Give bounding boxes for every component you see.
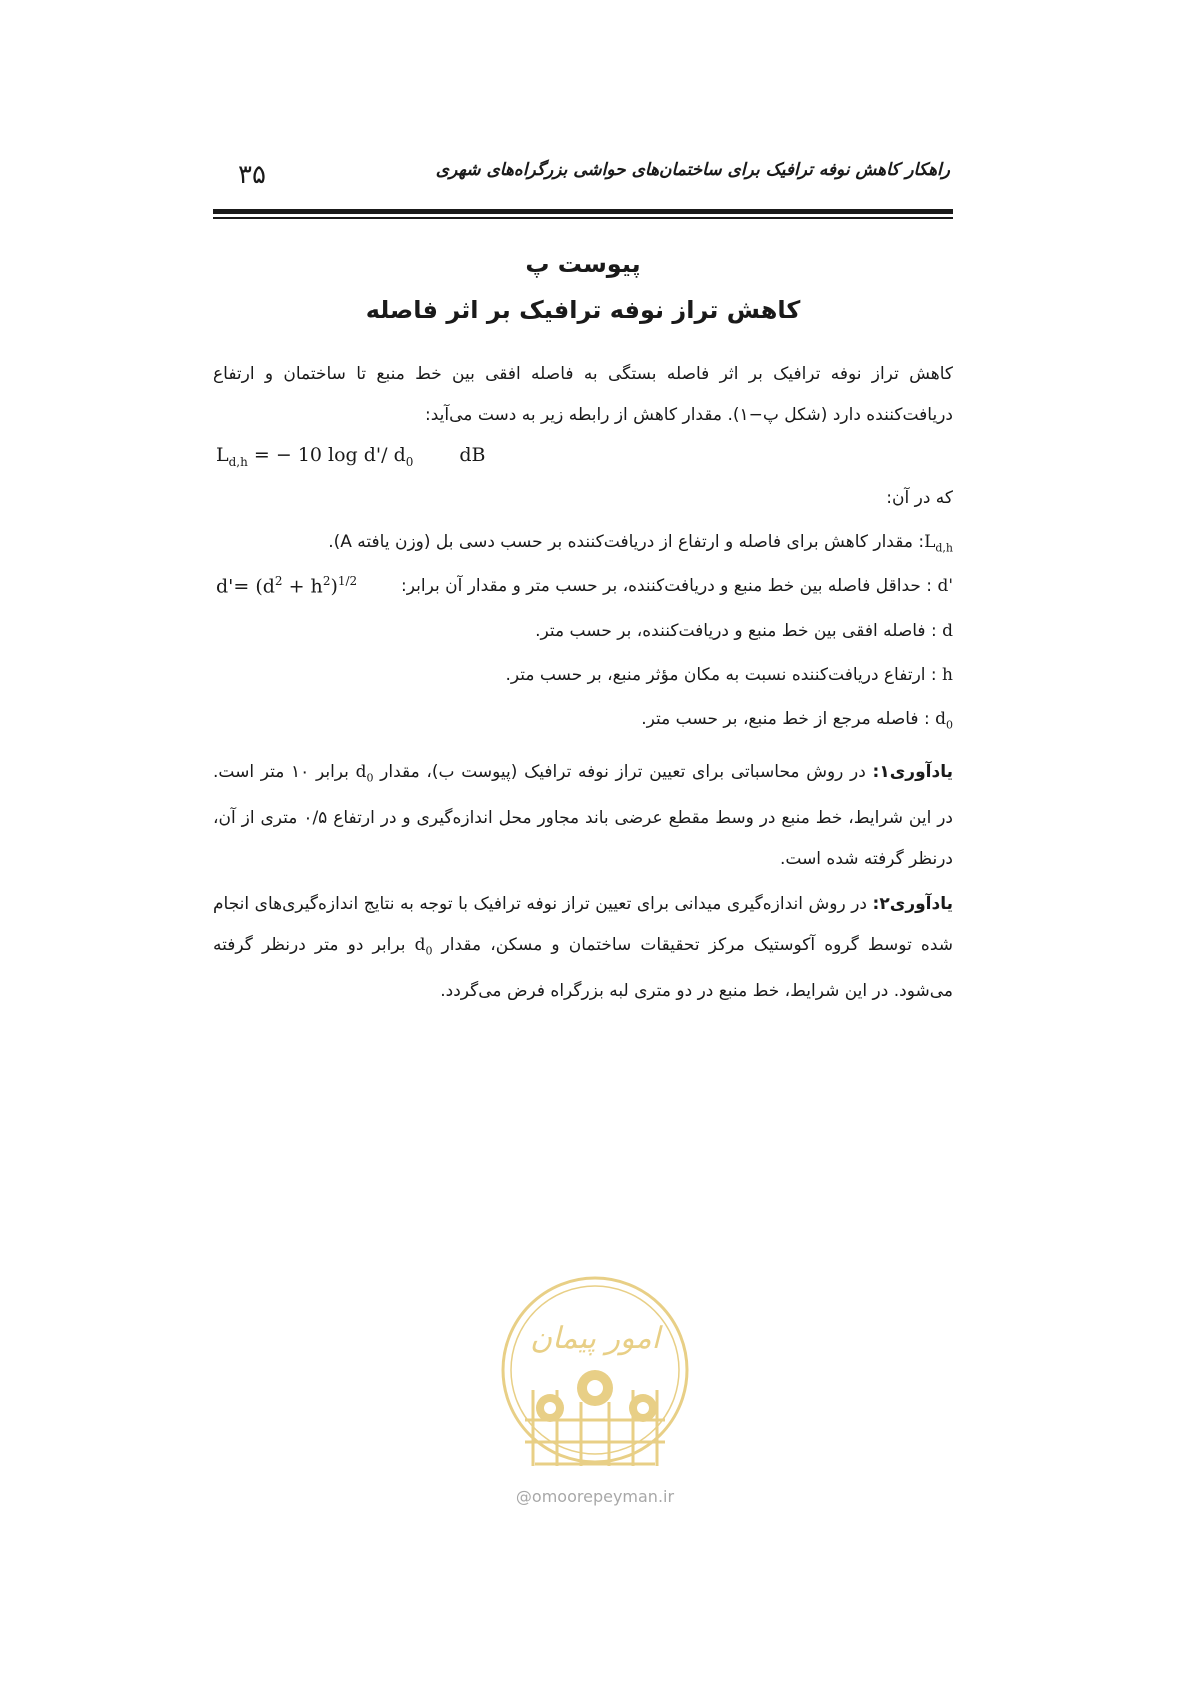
attenuation-formula [216,444,486,469]
section-title: کاهش تراز نوفه ترافیک بر اثر فاصله [365,296,801,324]
formula-unit: dB [459,444,486,466]
note-1-symbol: $d_0$ [355,762,374,785]
watermark-seal-icon [495,1270,695,1480]
formula-rhs: = − 10 log d'/ d [247,444,406,466]
note-2: یادآوری۲: در روش اندازه‌گیری میدانی برای تعیین تراز نوفه ترافیک با توجه به نتایج اندازه‌گیری‌های انجام شده توسط گروه آکوستیک مرکز تحقیقات ساختمان و مسکن، مقدار $d_0$ برابر دو متر درنظر گرفته می‌شود. در این شرایط، خط منبع در دو متری لبه بزرگراه فرض می‌گردد. [213,894,953,1002]
note-2-symbol: $d_0$ [414,935,433,958]
formula-lhs: L [216,444,229,466]
d-prime-formula: $d'= (d^2 + h^2)^{1/2}$ [216,574,358,598]
definition-item [641,709,953,731]
header-rule-thick [213,209,953,214]
definition-item [328,532,953,554]
definition-text: : مقدار کاهش برای فاصله و ارتفاع از دریافت‌کننده بر حسب دسی بل (وزن یافته A). [328,532,925,552]
definition-text: : ارتفاع دریافت‌کننده نسبت به مکان مؤثر منبع، بر حسب متر. [505,665,943,685]
definition-symbol: h [942,665,953,685]
header-rule-thin [213,217,953,219]
definition-text: : فاصله افقی بین خط منبع و دریافت‌کننده، بر حسب متر. [535,621,943,641]
svg-text:امور پیمان: امور پیمان [530,1321,660,1356]
running-header-title: راهکار کاهش نوفه ترافیک برای ساختمان‌های حواشی بزرگراه‌های شهری [435,160,950,180]
definition-symbol: $d_0$ [935,709,953,732]
note-1-label: یادآوری۱: [872,762,953,782]
appendix-label: پیوست پ [525,250,641,278]
watermark-url: @omoorepeyman.ir [515,1487,675,1506]
note-2-label: یادآوری۲: [872,894,953,914]
definition-text: : فاصله مرجع از خط منبع، بر حسب متر. [641,709,936,729]
intro-paragraph: کاهش تراز نوفه ترافیک بر اثر فاصله بستگی به فاصله افقی بین خط منبع تا ساختمان و ارتفاع دریافت‌کننده دارد (شکل پ−۱). مقدار کاهش از رابطه زیر به دست می‌آید: [213,364,953,425]
definition-item [535,621,953,641]
definition-symbol: d' [937,576,953,596]
definition-symbol: $L_{d,h}$ [924,532,953,555]
formula-lhs-sub: d,h [228,454,248,469]
where-label: که در آن: [886,488,953,508]
definition-item [401,576,953,596]
formula-rhs-sub: 0 [405,454,414,469]
definition-item [505,665,953,685]
page-number: ۳۵ [238,160,266,190]
watermark-logo [495,1270,695,1480]
note-1: یادآوری۱: در روش محاسباتی برای تعیین تراز نوفه ترافیک (پیوست ب)، مقدار $d_0$ برابر ۱۰ متر است. در این شرایط، خط منبع در وسط مقطع عرضی باند مجاور محل اندازه‌گیری و در ارتفاع ۰/۵ متری از آن، درنظر گرفته شده است. [213,762,954,870]
definition-text: : حداقل فاصله بین خط منبع و دریافت‌کننده، بر حسب متر و مقدار آن برابر: [401,576,938,596]
definition-symbol: d [942,621,953,641]
